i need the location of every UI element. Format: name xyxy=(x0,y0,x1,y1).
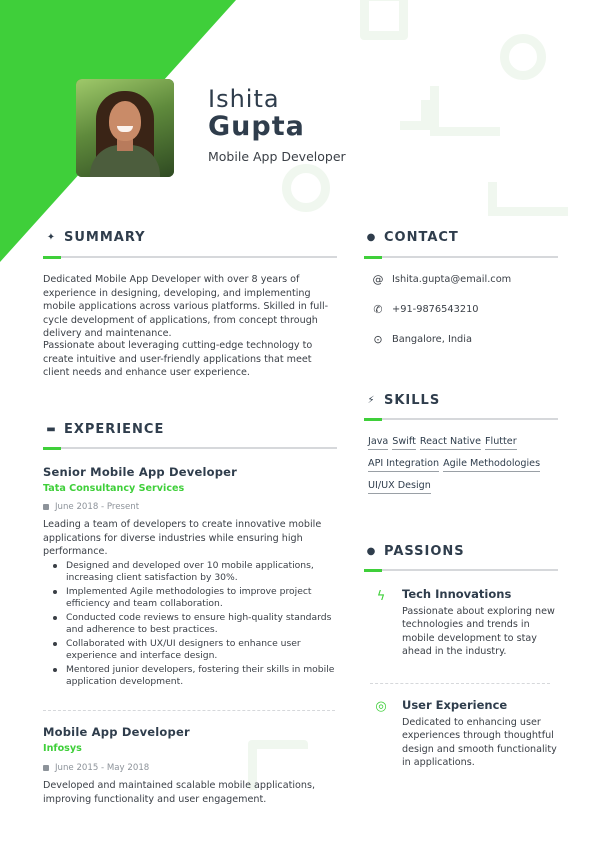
phone-text[interactable]: +91-9876543210 xyxy=(392,304,479,315)
skill-tag: Swift xyxy=(392,436,416,450)
email-text[interactable]: Ishita.gupta@email.com xyxy=(392,274,512,285)
passions-heading xyxy=(366,544,465,559)
summary-title: SUMMARY xyxy=(64,230,146,245)
bolt-icon: ⚡ xyxy=(367,395,375,406)
lightning-icon: ϟ xyxy=(376,589,386,604)
skills-title: SKILLS xyxy=(384,393,441,408)
calendar-icon xyxy=(43,504,49,510)
skills-list xyxy=(368,436,558,494)
skill-tag: Flutter xyxy=(485,436,517,450)
target-icon: ◎ xyxy=(375,699,387,714)
location-pin-icon: ⊙ xyxy=(373,333,383,346)
experience-heading xyxy=(46,422,164,437)
summary-divider xyxy=(43,256,337,258)
location-text: Bangalore, India xyxy=(392,334,472,345)
experience-title: EXPERIENCE xyxy=(64,422,165,437)
last-name: Gupta xyxy=(208,111,305,142)
background-corner-decoration xyxy=(488,182,568,216)
skill-tag: Agile Methodologies xyxy=(443,458,540,472)
background-square-decoration xyxy=(360,0,408,40)
list-item: Conducted code reviews to ensure high-quality standards and adherence to best practices. xyxy=(44,612,340,636)
calendar-icon xyxy=(43,765,49,771)
at-icon: @ xyxy=(372,273,384,286)
job-description: Developed and maintained scalable mobile applications, improving functionality and user engagement. xyxy=(43,780,315,805)
skill-tag: React Native xyxy=(420,436,481,450)
job-description: Leading a team of developers to create innovative mobile applications for diverse industries while ensuring high performance. xyxy=(43,519,322,557)
job-dates-text: June 2015 - May 2018 xyxy=(55,763,150,773)
person-icon: ● xyxy=(366,232,376,243)
lightbulb-icon: ● xyxy=(366,546,376,557)
job-dates xyxy=(43,502,139,512)
job-role: Mobile App Developer xyxy=(208,149,346,164)
list-item: Designed and developed over 10 mobile applications, increasing client satisfaction by 30%. xyxy=(44,560,340,584)
job-dates xyxy=(43,763,149,773)
company-name: Infosys xyxy=(43,743,82,754)
passion-title: User Experience xyxy=(402,698,508,712)
sparkle-icon: ✦ xyxy=(46,232,56,243)
passion-title: Tech Innovations xyxy=(402,587,512,601)
background-corner-decoration xyxy=(400,100,430,130)
job-separator xyxy=(43,710,335,711)
first-name: Ishita xyxy=(208,85,280,113)
contact-title: CONTACT xyxy=(384,230,459,245)
summary-heading xyxy=(46,230,146,245)
profile-photo xyxy=(76,79,174,177)
skill-tag: API Integration xyxy=(368,458,439,472)
list-item: Mentored junior developers, fostering their skills in mobile application development. xyxy=(44,664,340,688)
contact-heading xyxy=(366,230,459,245)
background-corner-decoration xyxy=(430,86,500,136)
contact-email xyxy=(372,273,511,286)
passions-title: PASSIONS xyxy=(384,544,465,559)
passions-divider xyxy=(364,569,558,571)
contact-divider xyxy=(364,256,558,258)
job-title: Mobile App Developer xyxy=(43,725,190,739)
list-item: Implemented Agile methodologies to improve project efficiency and team collaboration. xyxy=(44,586,340,610)
skills-heading xyxy=(366,393,440,408)
company-name: Tata Consultancy Services xyxy=(43,483,185,494)
background-circle-decoration xyxy=(500,34,546,80)
list-item: Collaborated with UX/UI designers to enhance user experience and interface design. xyxy=(44,638,340,662)
skills-divider xyxy=(364,418,558,420)
background-circle-decoration xyxy=(282,164,330,212)
skill-tag: UI/UX Design xyxy=(368,480,431,494)
summary-paragraph: Passionate about leveraging cutting-edge technology to create intuitive and user-friendly applications that meet client needs and enhance user experience. xyxy=(43,340,313,378)
passion-description: Passionate about exploring new technologies and trends in mobile development to stay ahead in the industry. xyxy=(402,606,555,657)
job-title: Senior Mobile App Developer xyxy=(43,465,238,479)
passion-separator xyxy=(370,683,550,684)
skill-tag: Java xyxy=(368,436,388,450)
experience-divider xyxy=(43,447,337,449)
briefcase-icon: ▬ xyxy=(46,424,56,435)
contact-phone xyxy=(372,303,479,316)
job-achievements-list xyxy=(44,560,340,690)
passion-description: Dedicated to enhancing user experiences through thoughtful design and smooth functionality in applications. xyxy=(402,717,557,768)
phone-icon: ✆ xyxy=(373,303,383,316)
job-dates-text: June 2018 - Present xyxy=(55,502,140,512)
contact-location xyxy=(372,333,472,346)
summary-paragraph: Dedicated Mobile App Developer with over 8 years of experience in designing, developing, and implementing mobile applications across various platforms. Skilled in full-cycle development of applications, from concept through delivery and maintenance. xyxy=(43,274,329,339)
